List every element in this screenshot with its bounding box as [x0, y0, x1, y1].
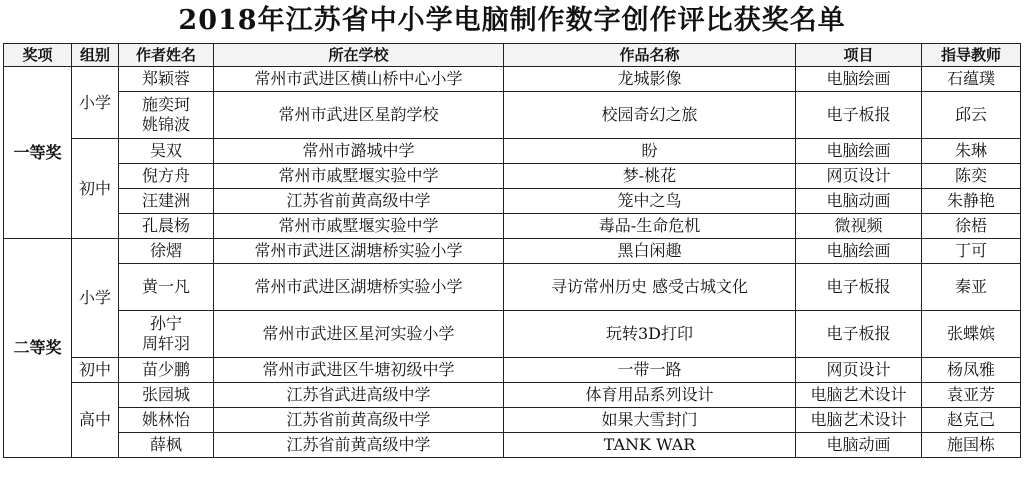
author-name: 孙宁	[149, 314, 182, 333]
author-name: 倪方舟	[141, 166, 190, 185]
table-row	[4, 311, 1021, 358]
school-cell: 江苏省前黄高级中学	[214, 189, 504, 214]
project-cell: 电子板报	[796, 92, 922, 139]
table-row	[4, 408, 1021, 433]
teacher-cell: 秦亚	[922, 264, 1021, 311]
document-title: 2018年江苏省中小学电脑制作数字创作评比获奖名单	[178, 5, 846, 36]
school-cell: 常州市武进区星韵学校	[214, 92, 504, 139]
author-name: 郑颖蓉	[141, 69, 190, 88]
work-title-cell: 盼	[504, 139, 796, 164]
project-cell: 电脑动画	[796, 433, 922, 458]
author-cell	[119, 214, 214, 239]
school-cell: 常州市潞城中学	[214, 139, 504, 164]
school-cell: 常州市武进区湖塘桥实验小学	[214, 239, 504, 264]
table-row	[4, 139, 1021, 164]
author-cell	[119, 408, 214, 433]
author-cell	[119, 164, 214, 189]
teacher-cell: 徐梧	[922, 214, 1021, 239]
author-cell	[119, 189, 214, 214]
work-title-cell: 梦-桃花	[504, 164, 796, 189]
project-cell: 电脑艺术设计	[796, 383, 922, 408]
header-teacher: 指导教师	[922, 44, 1021, 67]
header-school: 所在学校	[214, 44, 504, 67]
group-cell: 小学	[72, 239, 119, 358]
author-cell	[119, 139, 214, 164]
table-body	[4, 67, 1021, 458]
teacher-cell: 邱云	[922, 92, 1021, 139]
header-row	[4, 44, 1021, 67]
author-name: 姚锦波	[141, 115, 190, 134]
header-author: 作者姓名	[119, 44, 214, 67]
project-cell: 电脑动画	[796, 189, 922, 214]
author-name: 施奕珂	[141, 95, 190, 114]
teacher-cell: 杨凤雅	[922, 358, 1021, 383]
project-cell: 电脑艺术设计	[796, 408, 922, 433]
table-row	[4, 67, 1021, 92]
work-title-cell: 如果大雪封门	[504, 408, 796, 433]
author-cell	[119, 358, 214, 383]
project-cell: 网页设计	[796, 164, 922, 189]
teacher-cell: 赵克己	[922, 408, 1021, 433]
school-cell: 常州市武进区横山桥中心小学	[214, 67, 504, 92]
author-cell	[119, 383, 214, 408]
work-title-cell: 龙城影像	[504, 67, 796, 92]
school-cell: 常州市戚墅堰实验中学	[214, 164, 504, 189]
project-cell: 电子板报	[796, 264, 922, 311]
table-row	[4, 214, 1021, 239]
author-name: 姚林怡	[141, 410, 190, 429]
work-title-cell: 一带一路	[504, 358, 796, 383]
school-cell: 江苏省武进高级中学	[214, 383, 504, 408]
teacher-cell: 石蕴璞	[922, 67, 1021, 92]
teacher-cell: 丁可	[922, 239, 1021, 264]
school-cell: 常州市武进区星河实验小学	[214, 311, 504, 358]
work-title-cell: 寻访常州历史 感受古城文化	[504, 264, 796, 311]
author-name: 徐熠	[149, 241, 182, 260]
table-row	[4, 189, 1021, 214]
author-cell	[119, 264, 214, 311]
teacher-cell: 陈奕	[922, 164, 1021, 189]
group-cell: 初中	[72, 358, 119, 383]
author-cell	[119, 67, 214, 92]
author-cell	[119, 92, 214, 139]
group-cell: 高中	[72, 383, 119, 458]
table-row	[4, 92, 1021, 139]
teacher-cell: 袁亚芳	[922, 383, 1021, 408]
work-title-cell: 毒品-生命危机	[504, 214, 796, 239]
author-name: 苗少鹏	[141, 360, 190, 379]
project-cell: 网页设计	[796, 358, 922, 383]
award-table	[3, 43, 1021, 458]
table-row	[4, 164, 1021, 189]
work-title-cell: 玩转3D打印	[504, 311, 796, 358]
award-level-cell: 二等奖	[4, 239, 72, 458]
project-cell: 电脑绘画	[796, 239, 922, 264]
group-cell: 初中	[72, 139, 119, 239]
author-name: 薛枫	[149, 435, 182, 454]
project-cell: 电脑绘画	[796, 67, 922, 92]
table-row	[4, 264, 1021, 311]
school-cell: 常州市武进区湖塘桥实验小学	[214, 264, 504, 311]
author-name: 孔晨杨	[141, 216, 190, 235]
school-cell: 常州市戚墅堰实验中学	[214, 214, 504, 239]
author-name: 张园城	[141, 385, 190, 404]
author-name: 周轩羽	[141, 334, 190, 353]
table-row	[4, 433, 1021, 458]
teacher-cell: 朱琳	[922, 139, 1021, 164]
work-title-cell: 体育用品系列设计	[504, 383, 796, 408]
teacher-cell: 朱静艳	[922, 189, 1021, 214]
project-cell: 电脑绘画	[796, 139, 922, 164]
school-cell: 江苏省前黄高级中学	[214, 433, 504, 458]
teacher-cell: 张蝶嫔	[922, 311, 1021, 358]
table-row	[4, 239, 1021, 264]
author-name: 吴双	[149, 141, 182, 160]
work-title-cell: 黑白闲趣	[504, 239, 796, 264]
project-cell: 微视频	[796, 214, 922, 239]
group-cell: 小学	[72, 67, 119, 139]
header-award: 奖项	[4, 44, 72, 67]
author-name: 黄一凡	[141, 277, 190, 296]
work-title-cell: 笼中之鸟	[504, 189, 796, 214]
work-title-cell: TANK WAR	[504, 433, 796, 458]
work-title-cell: 校园奇幻之旅	[504, 92, 796, 139]
award-level-cell: 一等奖	[4, 67, 72, 239]
author-cell	[119, 239, 214, 264]
project-cell: 电子板报	[796, 311, 922, 358]
author-cell	[119, 311, 214, 358]
table-row	[4, 383, 1021, 408]
school-cell: 常州市武进区牛塘初级中学	[214, 358, 504, 383]
author-name: 汪建洲	[141, 191, 190, 210]
table-row	[4, 358, 1021, 383]
author-cell	[119, 433, 214, 458]
header-work: 作品名称	[504, 44, 796, 67]
school-cell: 江苏省前黄高级中学	[214, 408, 504, 433]
header-group: 组别	[72, 44, 119, 67]
teacher-cell: 施国栋	[922, 433, 1021, 458]
header-project: 项目	[796, 44, 922, 67]
